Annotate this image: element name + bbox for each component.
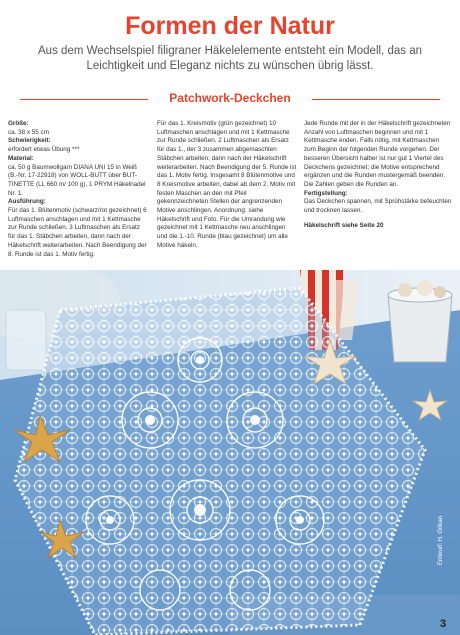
column-2-text: Für das 1. Kreismotiv (grün gezeichnet) 10 Luftmaschen anschlagen und mit 1 Kettmasche zur Runde schließen. 2 Luftmaschen als Ersatz für das 1., der 3 zusammen abgemaschten Stäbchen arbeiten; dann nach der Häkelschrift weiterarbeiten. Nach Beendigung der 5. Runde ist das 1. Motiv fertig. Insgesamt 8 Blütenmotive und 8 Kreismotive arbeiten, dabei ab dem 2. Motiv mit festen Maschen an den mit Pfeil gekennzeichneten Stellen der angrenzenden Motive anschlingen. Anordnung: siehe Häkelschrift und Foto. Für die Umrandung wie gezeichnet mit 1 Kettmasche neu anschlingen und die 1.-10. Runde (blau gezeichnet) um alle Motive häkeln. (157, 120, 297, 249)
page-number: 3 (440, 618, 447, 630)
doily-photo (0, 270, 460, 635)
chart-reference: Häkelschrift siehe Seite 20 (304, 221, 384, 229)
photo-credit: Entwurf: H. Gökan (438, 515, 444, 565)
execution-value: Für das 1. Blütenmotiv (schwarz/rot gezeichnet) 6 Luftmaschen anschlagen und mit 1 Kettmasche zur Runde schließen. 3 Luftmaschen als Ersatz für das 1. Stäbchen arbeiten, dann nach der Häkelschrift weiterarbeiten. Nach Beendigung der 8. Runde ist das 1. Motiv fertig. (8, 207, 147, 258)
instructions-column-3 (304, 120, 452, 230)
difficulty-value: erfordert etwas Übung *** (8, 146, 80, 154)
finish-value: Das Deckchen spannen, mit Sprühstärke befeuchten und trocknen lassen. (304, 198, 452, 215)
intro-text: Aus dem Wechselspiel filigraner Häkelelemente entsteht ein Modell, das an Leichtigkeit und Eleganz nichts zu wünschen übrig lässt. (38, 45, 422, 72)
material-label: Material: (8, 154, 34, 162)
column-3-text: Jede Runde mit der in der Häkelschrift gezeichneten Anzahl von Luftmaschen beginnen und mit 1 Kettmasche enden. Falls nötig, mit Kettmaschen zum Beginn der folgenden Runde vorgehen. Der besseren Übersicht halber ist nur gut 1 Viertel des Deckchens gezeichnet; die Motive entsprechend ergänzen und die Runden mustergemäß beenden. Die Zahlen geben die Runden an. (304, 120, 451, 188)
material-value: ca. 50 g Baumwollgarn DIANA UNI 15 in Weiß (B.-Nr. 17-22918) von WOLL-BUTT über BUT-TINETTE (LL 660 m/ 100 g), 1 PRYM Häkelnadel Nr. 1. (8, 163, 146, 197)
instructions-column-1 (8, 120, 148, 259)
size-label: Größe: (8, 120, 29, 127)
page-title: Formen der Natur (125, 12, 335, 40)
instructions-column-2 (157, 120, 297, 251)
section-title: Patchwork-Deckchen (169, 91, 291, 105)
execution-label: Ausführung: (8, 198, 46, 206)
size-value: ca. 38 x 55 cm (8, 128, 49, 136)
difficulty-label: Schwierigkeit: (8, 137, 51, 145)
section-divider-right (312, 99, 440, 100)
finish-label: Fertigstellung: (304, 189, 348, 197)
